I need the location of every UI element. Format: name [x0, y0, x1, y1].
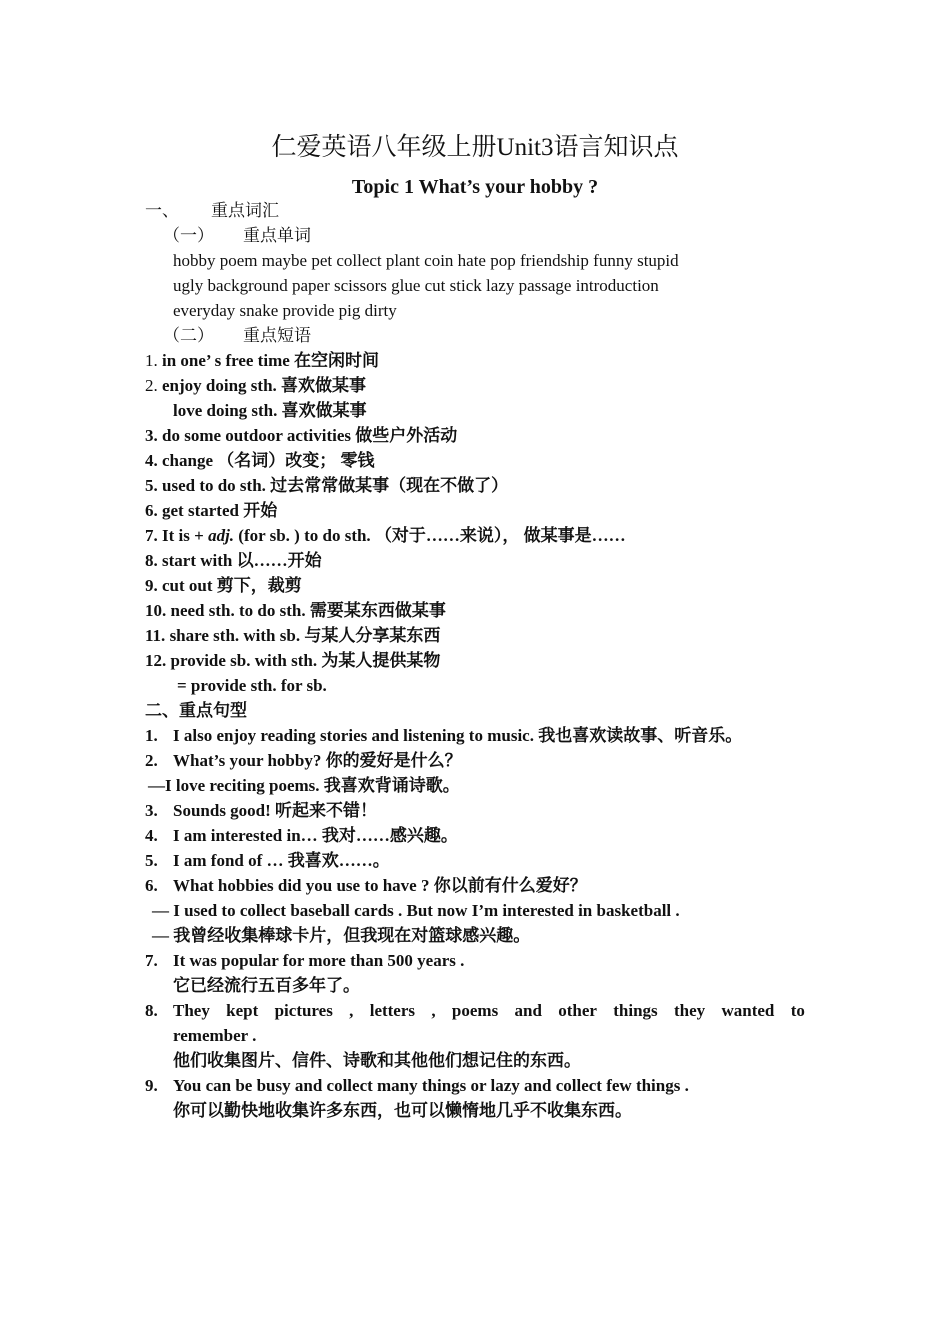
phrase-chinese: 喜欢做某事	[277, 401, 367, 420]
sentence-translation: 你可以勤快地收集许多东西，也可以懒惰地几乎不收集东西。	[173, 1101, 632, 1120]
sentence-item	[145, 748, 810, 773]
phrase-item	[145, 373, 810, 398]
sentence-text: You can be busy and collect many things or lazy and collect few things .	[173, 1076, 689, 1095]
sentence-item	[145, 998, 810, 1023]
sentence-number: 7.	[145, 951, 158, 970]
word: wanted	[721, 1001, 775, 1020]
sentence-text: It was popular for more than 500 years .	[173, 951, 465, 970]
sentence-text: I am fond of … 我喜欢……。	[173, 851, 390, 870]
phrase-item	[145, 523, 810, 548]
phrase-chinese: 开始	[238, 501, 278, 520]
sentence-item	[145, 948, 810, 973]
sentence-translation: 他们收集图片、信件、诗歌和其他他们想记住的东西。	[173, 1051, 581, 1070]
phrase-item	[145, 423, 810, 448]
phrase-chinese: 剪下，裁剪	[212, 576, 302, 595]
phrase-chinese: 做些户外活动	[351, 426, 458, 445]
phrase-number: 10.	[145, 601, 167, 620]
phrase-number: 3.	[145, 426, 158, 445]
subsection-heading-text: 重点短语	[243, 326, 311, 345]
sentence-justified-text	[173, 998, 805, 1023]
phrase-number: 4.	[145, 451, 158, 470]
phrase-chinese: 为某人提供某物	[317, 651, 441, 670]
word: kept	[226, 1001, 259, 1020]
sentence-number: 3.	[145, 801, 158, 820]
word: They	[173, 1001, 210, 1020]
sentence-text: I also enjoy reading stories and listening to music. 我也喜欢读故事、听音乐。	[173, 726, 743, 745]
phrase-item	[145, 648, 810, 673]
sentence-number: 9.	[145, 1076, 158, 1095]
word-list-line: ugly background paper scissors glue cut stick lazy passage introduction	[173, 276, 659, 295]
subsection-marker: （一）	[163, 226, 214, 245]
sentence-item: —I love reciting poems. 我喜欢背诵诗歌。	[148, 776, 460, 795]
phrase-item	[177, 673, 842, 698]
phrase-chinese: 以……开始	[232, 551, 322, 570]
phrase-chinese: 在空闲时间	[289, 351, 380, 370]
phrase-item	[145, 573, 810, 598]
word: other	[558, 1001, 597, 1020]
sentence-item: — I used to collect baseball cards . But now I’m interested in basketball .	[152, 901, 680, 920]
phrase-number: 1.	[145, 351, 158, 370]
sentence-number: 6.	[145, 876, 158, 895]
phrase-number: 5.	[145, 476, 158, 495]
sentence-item	[145, 1073, 810, 1098]
sentence-text: What hobbies did you use to have ? 你以前有什么爱好？	[173, 876, 587, 895]
subsection-heading-phrases	[163, 323, 828, 348]
phrase-item	[145, 473, 810, 498]
word: letters	[369, 1001, 416, 1020]
phrase-english: used to do sth.	[162, 476, 266, 495]
word: poems	[451, 1001, 499, 1020]
phrase-english: start with	[162, 551, 233, 570]
sentence-text: What’s your hobby? 你的爱好是什么？	[173, 751, 462, 770]
phrase-item	[145, 348, 810, 373]
phrase-english: cut out	[162, 576, 213, 595]
phrase-chinese: （对于……来说）， 做某事是……	[370, 526, 626, 545]
section-heading-text: 重点词汇	[211, 201, 279, 220]
sentence-item	[145, 848, 810, 873]
sentence-item: — 我曾经收集棒球卡片，但我现在对篮球感兴趣。	[152, 926, 531, 945]
phrase-chinese: 喜欢做某事	[276, 376, 367, 395]
sentence-number: 1.	[145, 726, 158, 745]
phrase-item	[145, 598, 810, 623]
phrase-chinese: （名词）改变； 零钱	[213, 451, 375, 470]
document-subtitle: Topic 1 What’s your hobby ?	[351, 176, 599, 198]
phrase-english-italic: adj.	[208, 526, 235, 545]
phrase-chinese: 与某人分享某东西	[300, 626, 441, 645]
subsection-marker: （二）	[163, 326, 214, 345]
phrase-english: provide sb. with sth.	[170, 651, 318, 670]
sentence-text: Sounds good! 听起来不错！	[173, 801, 378, 820]
sentence-item	[145, 873, 810, 898]
phrase-english: share sth. with sb.	[169, 626, 301, 645]
phrase-english: need sth. to do sth.	[170, 601, 306, 620]
document-title: 仁爱英语八年级上册Unit3语言知识点	[271, 134, 679, 161]
sentence-text: I am interested in… 我对……感兴趣。	[173, 826, 458, 845]
phrase-english-part: (for sb. ) to do sth.	[234, 526, 371, 545]
phrase-chinese: 需要某东西做某事	[305, 601, 446, 620]
sentence-number: 8.	[145, 1001, 158, 1020]
phrase-item	[145, 498, 810, 523]
sentence-item	[145, 723, 810, 748]
word-list-line: everyday snake provide pig dirty	[173, 301, 397, 320]
phrase-english: do some outdoor activities	[162, 426, 352, 445]
phrase-item	[145, 448, 810, 473]
word: they	[674, 1001, 706, 1020]
phrase-english: in one’ s free time	[162, 351, 290, 370]
phrase-item	[145, 623, 810, 648]
phrase-number: 12.	[145, 651, 167, 670]
phrase-number: 6.	[145, 501, 158, 520]
word: and	[514, 1001, 542, 1020]
sentence-item	[145, 798, 810, 823]
phrase-number: 7.	[145, 526, 158, 545]
subsection-heading-text: 重点单词	[243, 226, 311, 245]
word: things	[613, 1001, 658, 1020]
sentence-number: 4.	[145, 826, 158, 845]
phrase-english: change	[162, 451, 213, 470]
section-marker: 一、	[145, 201, 179, 220]
section-heading-vocabulary	[145, 198, 810, 223]
section-heading-sentences: 二、重点句型	[145, 701, 247, 720]
phrase-english: = provide sth. for sb.	[177, 676, 327, 695]
word: ,	[349, 1001, 354, 1020]
phrase-english-part: It is +	[162, 526, 209, 545]
phrase-item	[145, 548, 810, 573]
word: to	[790, 1001, 805, 1020]
sentence-number: 5.	[145, 851, 158, 870]
word-list-line: hobby poem maybe pet collect plant coin hate pop friendship funny stupid	[173, 251, 679, 270]
subsection-heading-words	[163, 223, 828, 248]
word: pictures	[274, 1001, 333, 1020]
phrase-chinese: 过去常常做某事（现在不做了）	[265, 476, 509, 495]
phrase-english: enjoy doing sth.	[162, 376, 277, 395]
word: ,	[431, 1001, 436, 1020]
phrase-number: 8.	[145, 551, 158, 570]
sentence-item	[145, 823, 810, 848]
sentence-number: 2.	[145, 751, 158, 770]
phrase-number: 11.	[145, 626, 166, 645]
phrase-english: get started	[162, 501, 239, 520]
phrase-english: love doing sth.	[173, 401, 278, 420]
phrase-number: 9.	[145, 576, 158, 595]
sentence-translation: 它已经流行五百多年了。	[173, 976, 360, 995]
phrase-item	[173, 398, 838, 423]
sentence-continuation: remember .	[173, 1026, 257, 1045]
phrase-number: 2.	[145, 376, 158, 395]
